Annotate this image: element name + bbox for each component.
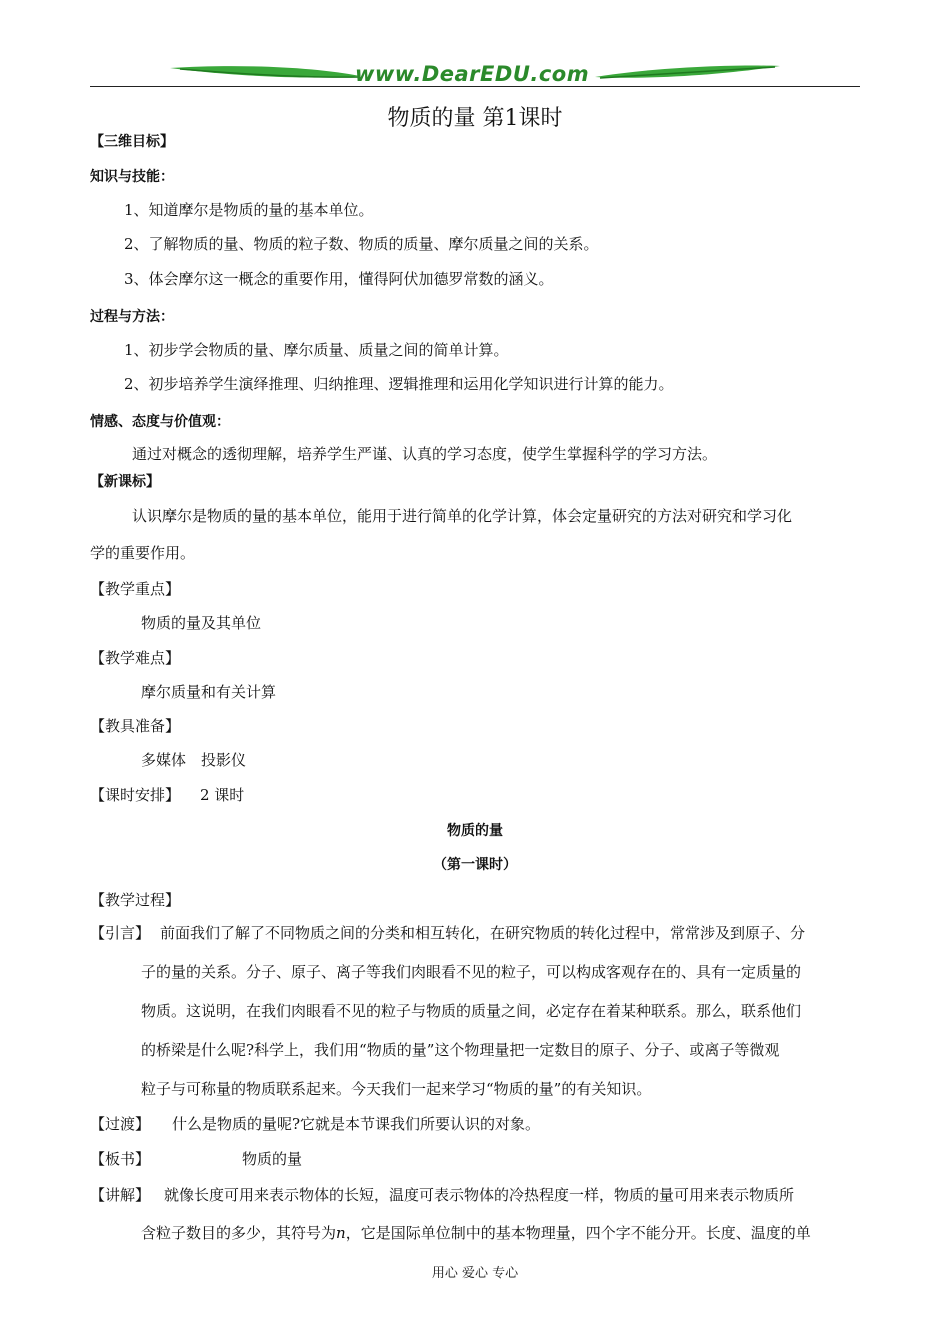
lesson-period: （第一课时）	[433, 857, 517, 873]
process-item-1: 1、初步学会物质的量、摩尔质量、质量之间的简单计算。	[124, 341, 509, 359]
intro-line-4: 的桥梁是什么呢?科学上，我们用“物质的量”这个物理量把一定数目的原子、分子、或离子等微观	[141, 1041, 780, 1059]
tools-text: 多媒体 投影仪	[141, 751, 247, 769]
teaching-process-heading: 【教学过程】	[90, 891, 181, 909]
board-text: 物质的量	[242, 1150, 303, 1168]
transition-text: 什么是物质的量呢?它就是本节课我们所要认识的对象。	[172, 1115, 541, 1133]
knowledge-heading: 知识与技能：	[90, 169, 174, 185]
schedule-text: 2 课时	[200, 786, 245, 804]
lecture-line-2-part-a: 含粒子数目的多少，其符号为	[141, 1224, 337, 1242]
difficulty-text: 摩尔质量和有关计算	[141, 683, 277, 701]
transition-label: 【过渡】	[90, 1115, 151, 1133]
key-point-heading: 【教学重点】	[90, 580, 181, 598]
lesson-subtitle: 物质的量	[447, 823, 503, 839]
header-rule	[90, 86, 860, 87]
lecture-line-2	[141, 1222, 811, 1243]
lecture-symbol-n: n	[336, 1224, 346, 1242]
difficulty-heading: 【教学难点】	[90, 649, 181, 667]
intro-line-5: 粒子与可称量的物质联系起来。今天我们一起来学习“物质的量”的有关知识。	[141, 1080, 652, 1098]
emotion-heading: 情感、态度与价值观：	[90, 414, 230, 430]
dearedu-logo-text: www.DearEDU.com	[355, 62, 590, 86]
standard-text-line-2: 学的重要作用。	[90, 544, 196, 562]
schedule-heading: 【课时安排】	[90, 786, 181, 804]
standard-heading: 【新课标】	[90, 474, 160, 490]
process-heading: 过程与方法：	[90, 309, 174, 325]
lecture-label: 【讲解】	[90, 1186, 151, 1204]
page-footer: 用心 爱心 专心	[431, 1266, 519, 1281]
process-item-2: 2、初步培养学生演绎推理、归纳推理、逻辑推理和运用化学知识进行计算的能力。	[124, 375, 674, 393]
lecture-line-2-part-b: ，它是国际单位制中的基本物理量，四个字不能分开。长度、温度的单	[345, 1224, 811, 1242]
page-title: 物质的量 第1课时	[387, 106, 563, 131]
board-label: 【板书】	[90, 1150, 151, 1168]
lecture-line-1: 就像长度可用来表示物体的长短，温度可表示物体的冷热程度一样，物质的量可用来表示物质所	[164, 1186, 795, 1204]
knowledge-item-3: 3、体会摩尔这一概念的重要作用，懂得阿伏加德罗常数的涵义。	[124, 270, 554, 288]
knowledge-item-1: 1、知道摩尔是物质的量的基本单位。	[124, 201, 374, 219]
tools-heading: 【教具准备】	[90, 717, 181, 735]
section-goals-heading: 【三维目标】	[90, 134, 174, 150]
intro-line-1: 前面我们了解了不同物质之间的分类和相互转化，在研究物质的转化过程中，常常涉及到原子、分	[160, 924, 806, 942]
intro-line-3: 物质。这说明，在我们肉眼看不见的粒子与物质的质量之间，必定存在着某种联系。那么，联系他们	[141, 1002, 802, 1020]
knowledge-item-2: 2、了解物质的量、物质的粒子数、物质的质量、摩尔质量之间的关系。	[124, 235, 599, 253]
standard-text-line-1: 认识摩尔是物质的量的基本单位，能用于进行简单的化学计算，体会定量研究的方法对研究和学习化	[132, 507, 793, 525]
intro-label: 【引言】	[90, 924, 151, 942]
key-point-text: 物质的量及其单位	[141, 614, 262, 632]
intro-line-2: 子的量的关系。分子、原子、离子等我们肉眼看不见的粒子，可以构成客观存在的、具有一定质量的	[141, 963, 802, 981]
emotion-text: 通过对概念的透彻理解，培养学生严谨、认真的学习态度，使学生掌握科学的学习方法。	[132, 445, 718, 463]
